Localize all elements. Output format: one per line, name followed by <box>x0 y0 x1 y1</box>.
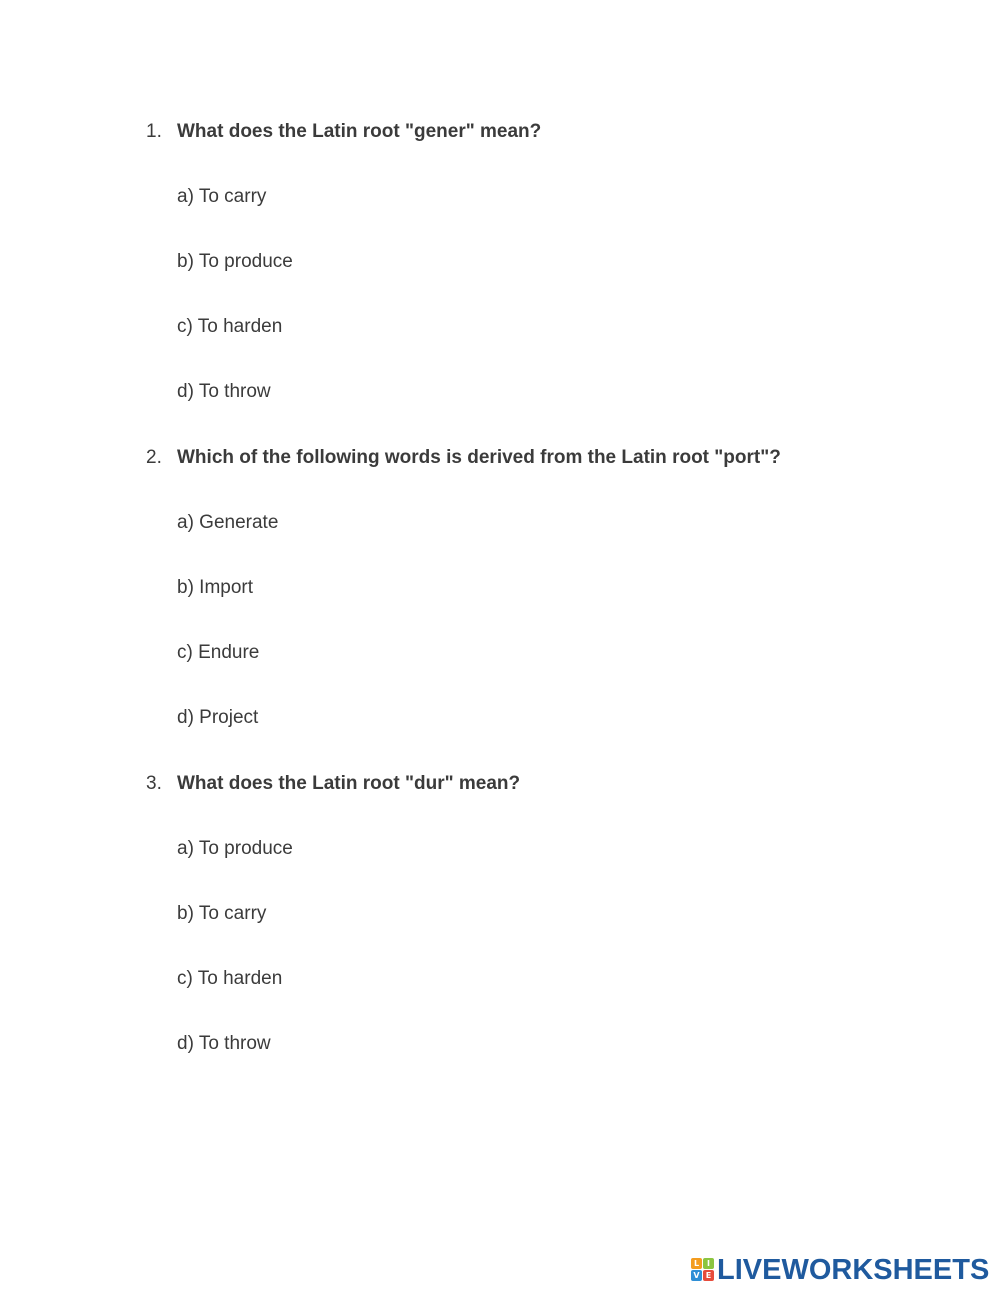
answer-option[interactable]: d) To throw <box>177 1033 271 1054</box>
answer-option[interactable]: a) To carry <box>177 186 267 207</box>
question-2 <box>146 446 781 470</box>
answer-option[interactable]: d) Project <box>177 707 259 728</box>
answer-option[interactable]: a) To produce <box>177 838 293 859</box>
question-text: What does the Latin root "gener" mean? <box>177 121 542 142</box>
question-text: What does the Latin root "dur" mean? <box>177 773 521 794</box>
liveworksheets-logo-icon <box>691 1258 715 1282</box>
liveworksheets-logo <box>691 1253 989 1287</box>
logo-text: LIVEWORKSHEETS <box>717 1254 990 1286</box>
answer-option[interactable]: b) To produce <box>177 251 293 272</box>
logo-mark-v: V <box>691 1270 702 1281</box>
logo-mark-i: I <box>703 1258 714 1269</box>
question-number: 3. <box>146 773 162 794</box>
logo-mark-l: L <box>691 1258 702 1269</box>
question-text: Which of the following words is derived from the Latin root "port"? <box>177 447 781 468</box>
answer-option[interactable]: a) Generate <box>177 512 279 533</box>
answer-option[interactable]: b) To carry <box>177 903 267 924</box>
question-number: 2. <box>146 447 162 468</box>
answer-option[interactable]: c) Endure <box>177 642 260 663</box>
answer-option[interactable]: d) To throw <box>177 381 271 402</box>
question-number: 1. <box>146 121 162 142</box>
answer-option[interactable]: b) Import <box>177 577 254 598</box>
answer-option[interactable]: c) To harden <box>177 316 283 337</box>
question-3 <box>146 772 520 796</box>
answer-option[interactable]: c) To harden <box>177 968 283 989</box>
question-1 <box>146 120 541 144</box>
logo-mark-e: E <box>703 1270 714 1281</box>
